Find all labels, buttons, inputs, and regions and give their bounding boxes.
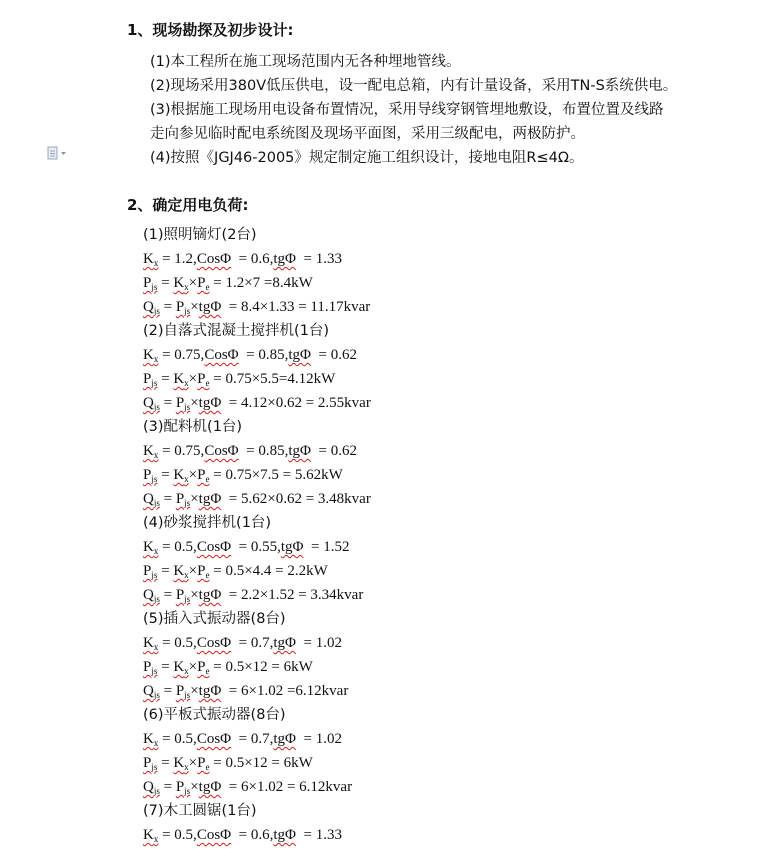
- item-title: (7)木工圆锯(1台): [143, 803, 257, 819]
- section-1-paragraph: 走向参见临时配电系统图及现场平面图，采用三级配电，两极防护。: [150, 126, 585, 142]
- reactive-power-line: $Q_{js} = P_{js}\times tg\Phi = 8.4\times 1.33$ = 11.17kvar: [143, 299, 371, 316]
- active-power-line: $P_{js} = K_x\times P_e = 0.5\times 12 = 6kW$: [143, 659, 313, 676]
- item-title: (1)照明镝灯(2台): [143, 227, 257, 243]
- section-1-paragraph: (2)现场采用380V低压供电，设一配电总箱，内有计量设备，采用TN-S系统供电。: [150, 78, 678, 94]
- reactive-power-line: $Q_{js} = P_{js}\times tg\Phi = 2.2\times 1.52$ = 3.34kvar: [143, 587, 364, 604]
- coefficient-line: $K_x = 0.5,Cos\Phi = 0.6,tg\Phi = 1.33$: [143, 827, 342, 844]
- section-1-paragraph: (3)根据施工现场用电设备布置情况，采用导线穿钢管埋地敷设，布置位置及线路: [150, 102, 664, 118]
- active-power-line: $P_{js} = K_x\times P_e = 0.5\times 12 = 6kW$: [143, 755, 313, 772]
- coefficient-line: $K_x = 1.2,Cos\Phi = 0.6,tg\Phi = 1.33$: [143, 251, 342, 268]
- active-power-line: $P_{js} = K_x\times P_e = 1.2\times 7 =8.4kW$: [143, 275, 313, 292]
- item-title: (3)配料机(1台): [143, 419, 243, 435]
- item-title: (6)平板式振动器(8台): [143, 707, 286, 723]
- active-power-line: $P_{js} = K_x\times P_e = 0.75\times 7.5 = 5.62kW$: [143, 467, 343, 484]
- document-icon[interactable]: [47, 146, 69, 160]
- section-1-heading: 1、现场勘探及初步设计:: [127, 21, 294, 39]
- section-2-heading: 2、确定用电负荷:: [127, 196, 249, 214]
- coefficient-line: $K_x = 0.75,Cos\Phi = 0.85,tg\Phi = 0.62$: [143, 347, 357, 364]
- section-1-paragraph: (4)按照《JGJ46-2005》规定制定施工组织设计，接地电阻R≤4Ω。: [150, 150, 584, 166]
- item-title: (2)自落式混凝土搅拌机(1台): [143, 323, 330, 339]
- active-power-line: $P_{js} = K_x\times P_e = 0.75\times 5.5=4.12kW$: [143, 371, 336, 388]
- reactive-power-line: $Q_{js} = P_{js}\times tg\Phi = 4.12\times 0.62$ = 2.55kvar: [143, 395, 371, 412]
- section-1-paragraph: (1)本工程所在施工现场范围内无各种埋地管线。: [150, 54, 461, 70]
- coefficient-line: $K_x = 0.5,Cos\Phi = 0.7,tg\Phi = 1.02$: [143, 635, 342, 652]
- item-title: (4)砂浆搅拌机(1台): [143, 515, 272, 531]
- coefficient-line: $K_x = 0.5,Cos\Phi = 0.7,tg\Phi = 1.02$: [143, 731, 342, 748]
- item-title: (5)插入式振动器(8台): [143, 611, 286, 627]
- coefficient-line: $K_x = 0.5,Cos\Phi = 0.55,tg\Phi = 1.52$: [143, 539, 350, 556]
- reactive-power-line: $Q_{js} = P_{js}\times tg\Phi = 5.62\times 0.62$ = 3.48kvar: [143, 491, 371, 508]
- reactive-power-line: $Q_{js} = P_{js}\times tg\Phi = 6\times 1.02$ =6.12kvar: [143, 683, 349, 700]
- active-power-line: $P_{js} = K_x\times P_e = 0.5\times 4.4 = 2.2kW$: [143, 563, 328, 580]
- reactive-power-line: $Q_{js} = P_{js}\times tg\Phi = 6\times 1.02$ = 6.12kvar: [143, 779, 353, 796]
- coefficient-line: $K_x = 0.75,Cos\Phi = 0.85,tg\Phi = 0.62$: [143, 443, 357, 460]
